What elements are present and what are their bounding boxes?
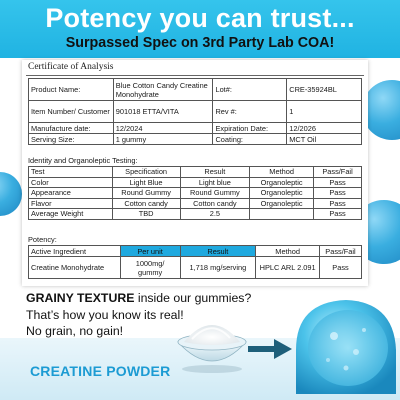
table-cell: MCT Oil xyxy=(287,134,362,145)
column-header: Method xyxy=(256,246,320,257)
table-cell: Round Gummy xyxy=(112,188,180,199)
message-line-3: No grain, no gain! xyxy=(26,324,124,338)
column-header-highlighted: Result xyxy=(180,246,256,257)
table-cell xyxy=(250,209,314,220)
column-header: Pass/Fail xyxy=(314,167,362,178)
heading-divider xyxy=(26,75,364,76)
cut-gummy-image xyxy=(288,290,400,400)
column-header: Method xyxy=(250,167,314,178)
page-title: Potency you can trust... xyxy=(45,3,355,33)
table-cell: 1 gummy xyxy=(113,134,213,145)
table-row xyxy=(29,209,362,220)
table-cell: Item Number/ Customer xyxy=(29,101,114,123)
powder-bowl-image xyxy=(172,312,252,374)
coa-heading: Certificate of Analysis xyxy=(28,62,114,72)
identity-testing-table xyxy=(28,166,362,220)
table-cell: Organoleptic xyxy=(250,188,314,199)
gummy-ball-decoration xyxy=(0,172,22,216)
table-row xyxy=(29,101,362,123)
table-row xyxy=(29,257,362,279)
table-cell: Light Blue xyxy=(112,177,180,188)
table-row xyxy=(29,177,362,188)
page-subtitle: Surpassed Spec on 3rd Party Lab COA! xyxy=(65,35,335,51)
column-header: Test xyxy=(29,167,113,178)
product-info-table xyxy=(28,78,362,145)
table-cell: Serving Size: xyxy=(29,134,114,145)
table-row xyxy=(29,134,362,145)
table-header-row xyxy=(29,246,362,257)
table-cell: Manufacture date: xyxy=(29,123,114,134)
table-header-row xyxy=(29,167,362,178)
table-cell: Product Name: xyxy=(29,79,114,101)
table-cell: 12/2026 xyxy=(287,123,362,134)
column-header-highlighted: Per unit xyxy=(120,246,180,257)
table-cell: Light blue xyxy=(180,177,250,188)
table-row xyxy=(29,79,362,101)
table-cell: Organoleptic xyxy=(250,177,314,188)
table-cell: Cotton candy xyxy=(112,198,180,209)
table-cell: Blue Cotton Candy Creatine Monohydrate xyxy=(113,79,213,101)
table-cell: Pass xyxy=(314,188,362,199)
table-cell: Round Gummy xyxy=(180,188,250,199)
column-header: Specification xyxy=(112,167,180,178)
table-cell: Cotton candy xyxy=(180,198,250,209)
message-text: inside our gummies? xyxy=(134,291,252,305)
table-cell: TBD xyxy=(112,209,180,220)
table-cell: Rev #: xyxy=(213,101,287,123)
table-cell: 1 xyxy=(287,101,362,123)
table-cell: Flavor xyxy=(29,198,113,209)
table-cell: 901018 ETTA/VITA xyxy=(113,101,213,123)
table-cell: Creatine Monohydrate xyxy=(29,257,121,279)
certificate-of-analysis xyxy=(22,60,368,286)
message-emphasis: GRAINY TEXTURE xyxy=(26,291,135,305)
table-cell: HPLC ARL 2.091 xyxy=(256,257,320,279)
table-cell: Pass xyxy=(314,198,362,209)
message-line-1 xyxy=(26,290,286,307)
potency-table xyxy=(28,245,362,279)
table-cell: Pass xyxy=(320,257,362,279)
header-banner xyxy=(0,0,400,58)
column-header: Pass/Fail xyxy=(320,246,362,257)
table-cell: 2.5 xyxy=(180,209,250,220)
table-row xyxy=(29,198,362,209)
table-cell: Coating: xyxy=(213,134,287,145)
identity-section-label: Identity and Organoleptic Testing: xyxy=(28,156,138,165)
creatine-powder-label: CREATINE POWDER xyxy=(30,363,171,379)
table-cell: Expiration Date: xyxy=(213,123,287,134)
table-cell: Average Weight xyxy=(29,209,113,220)
table-cell: CRE-35924BL xyxy=(287,79,362,101)
table-cell: 1000mg/ gummy xyxy=(120,257,180,279)
table-cell: Color xyxy=(29,177,113,188)
table-cell: Organoleptic xyxy=(250,198,314,209)
arrow-right-icon xyxy=(246,337,294,361)
table-row xyxy=(29,188,362,199)
table-cell: Pass xyxy=(314,177,362,188)
table-cell: Lot#: xyxy=(213,79,287,101)
potency-section-label: Potency: xyxy=(28,235,57,244)
table-cell: 12/2024 xyxy=(113,123,213,134)
message-line-2: That’s how you know its real! xyxy=(26,307,184,322)
table-cell: 1,718 mg/serving xyxy=(180,257,256,279)
column-header: Active Ingredient xyxy=(29,246,121,257)
column-header: Result xyxy=(180,167,250,178)
table-cell: Pass xyxy=(314,209,362,220)
table-cell: Appearance xyxy=(29,188,113,199)
table-row xyxy=(29,123,362,134)
